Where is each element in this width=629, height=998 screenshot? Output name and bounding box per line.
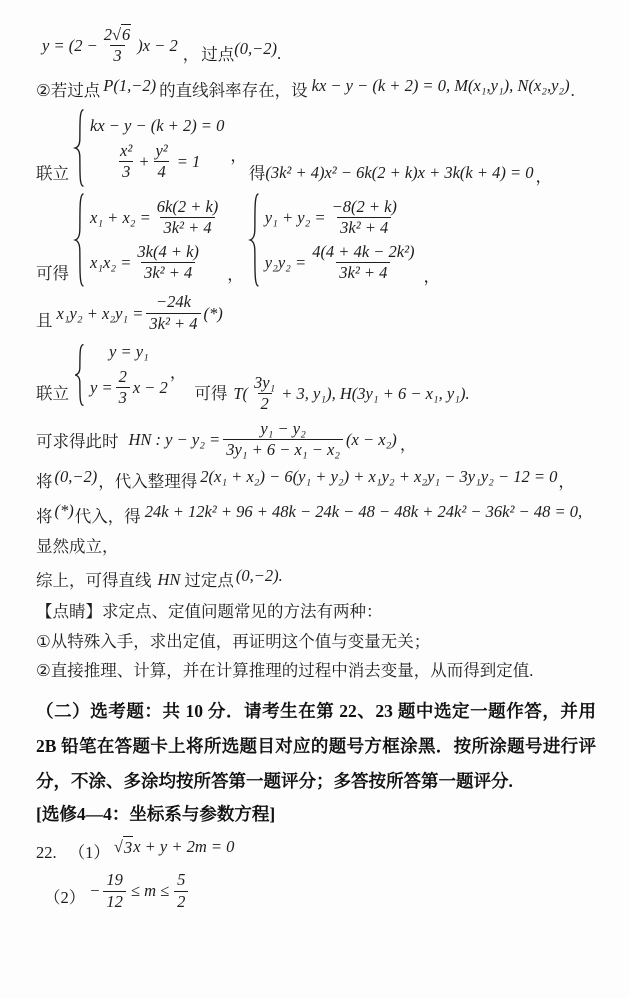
equation-lhs: x₁x₂ = <box>90 253 132 273</box>
quadratic-in-x-equation: (3k² + 4)x² − 6k(2 + k)x + 3k(k + 4) = 0 <box>265 162 534 182</box>
left-brace-icon <box>248 193 260 287</box>
point-t-open: T( <box>233 384 248 403</box>
system-rows <box>90 115 224 181</box>
equation-lhs: x₁y₂ + x₂y₁ = <box>56 303 144 323</box>
method2-line <box>36 660 603 681</box>
equation-lhs: HN : y − y₂ = <box>128 429 221 449</box>
fraction <box>152 142 170 182</box>
fraction-denominator: 3y₁ + 6 − x₁ − x₂ <box>223 439 343 459</box>
part2-answer-inequality <box>89 871 191 911</box>
slope-exists-text: 的直线斜率存在，设 <box>159 80 308 100</box>
cross-sum-equation <box>57 293 223 333</box>
equation-lhs: y = <box>90 378 113 397</box>
fraction-numerator: 6k(2 + k) <box>156 196 219 216</box>
comma: ， <box>227 264 244 284</box>
fixed-point-value: (0,−2) <box>234 38 277 58</box>
left-brace-icon <box>73 344 85 406</box>
point-value: (0,−2) <box>54 466 98 486</box>
system-row-ellipse-equation <box>114 142 200 182</box>
obviously-holds-text: 显然成立， <box>36 536 119 556</box>
fraction-numerator: −24k <box>155 292 191 312</box>
question-number: 22. <box>36 842 57 862</box>
case2-setup-line <box>36 75 603 101</box>
jiang-label: 将 <box>36 471 53 491</box>
equation-rhs: (x − x₂) <box>346 429 397 449</box>
equation-lhs: x₁ + x₂ = <box>90 208 151 228</box>
fraction-numerator: 19 <box>106 870 123 890</box>
comma: ， <box>169 362 187 382</box>
equation-lhs: y₂y₂ = <box>264 253 307 273</box>
radicand: 3 <box>123 837 133 857</box>
system-substitution-line <box>36 109 603 187</box>
hn-line-equation-line <box>36 418 603 460</box>
comma: ， <box>535 166 553 186</box>
fraction-numerator: y₁ − y₂ <box>260 418 306 438</box>
fraction <box>154 198 222 238</box>
kede-label: 可得 <box>36 263 69 283</box>
fraction-denominator: 4 <box>154 161 168 181</box>
elective-instructions-text: （二）选考题：共 10 分．请考生在第 22、23 题中选定一题作答，并用 2B 铅笔在答题卡上将所选题目对应的题号方框涂黑．按所涂题号进行评分，不涂、多涂均按所答第一题评分；多答按所答第一题评分. <box>36 700 596 791</box>
radicand: 6 <box>122 25 131 44</box>
method2-text: ②直接推理、计算，并在计算推理的过程中消去变量，从而得到定值. <box>36 661 534 681</box>
left-brace-icon <box>73 109 85 187</box>
conclusion-line <box>36 565 603 591</box>
fraction-numerator <box>101 26 135 45</box>
elective-4-4-heading-text: [选修4—4：坐标系与参数方程] <box>36 803 276 824</box>
y-sum-equation <box>265 198 403 238</box>
equation-rhs: x − 2 <box>132 378 168 397</box>
fraction <box>223 420 343 460</box>
radical-coefficient: 2√ <box>103 25 122 44</box>
equation-system <box>73 109 224 187</box>
comma: ， <box>399 435 417 455</box>
substitute-text: ，代入整理得 <box>98 471 198 491</box>
fraction <box>309 243 417 283</box>
part1-label: （1） <box>68 842 110 862</box>
x-sum-equation <box>90 198 224 238</box>
system-rows <box>265 198 421 283</box>
y-sums-system <box>248 193 421 287</box>
conclusion-intro-text: 综上，可得直线 <box>36 570 152 590</box>
fixed-point-value: (0,−2). <box>235 565 283 585</box>
method1-line <box>36 631 603 652</box>
fraction-denominator: 3k² + 4 <box>146 313 200 333</box>
verification-equation: 24k + 12k² + 96 + 48k − 24k − 48 − 48k + 24k² − 36k² − 48 = 0, <box>144 502 583 522</box>
fraction <box>146 293 200 333</box>
substitute-text: 代入，得 <box>74 507 141 527</box>
system-row-line-equation: kx − y − (k + 2) = 0 <box>90 116 225 136</box>
lianli-label: 联立 <box>36 384 69 404</box>
fraction-denominator: 3k² + 4 <box>336 262 390 282</box>
comma: ， <box>423 266 441 286</box>
fraction <box>251 374 278 414</box>
q22-part1-line <box>36 836 603 865</box>
kede-label: 可得 <box>194 384 228 404</box>
fraction-denominator: 3k² + 4 <box>141 262 195 282</box>
remark-heading-text: 【点睛】求定点、定值问题常见的方法有两种： <box>36 602 383 622</box>
elective-4-4-heading <box>36 801 603 826</box>
fraction-numerator: 2 <box>118 366 127 386</box>
passes-through-label: 过点 <box>201 44 235 64</box>
substitute-point-line <box>36 466 603 492</box>
fraction-numerator: y² <box>155 140 168 160</box>
tangent-line-result-line <box>42 26 603 66</box>
slope-line-equation <box>42 26 178 66</box>
qie-label: 且 <box>36 310 53 330</box>
method1-text: ①从特殊入手，求出定值，再证明这个值与变量无关； <box>36 631 431 651</box>
fraction <box>174 871 188 911</box>
comma: ， <box>230 145 247 165</box>
t-h-points-line <box>36 341 603 414</box>
comma: ， <box>182 44 200 64</box>
line-and-points-equation: kx − y − (k + 2) = 0, M(x₁,y₁), N(x₂,y₂) <box>311 75 570 95</box>
period: . <box>570 80 575 100</box>
fraction-denominator: 2 <box>258 393 272 413</box>
lianli-label: 联立 <box>36 163 69 183</box>
fraction <box>101 26 135 66</box>
system-rows <box>90 341 168 407</box>
line-mn-equation <box>90 368 168 408</box>
inequality-middle: ≤ m ≤ <box>130 881 170 901</box>
star-marker: (*) <box>54 501 74 521</box>
hn-label: HN <box>157 569 181 589</box>
fraction <box>117 142 135 182</box>
radical-sign: √ <box>113 837 123 857</box>
fraction-numerator: 3y₁ <box>253 372 276 392</box>
fraction <box>134 243 202 283</box>
part2-label: （2） <box>44 887 86 907</box>
fraction <box>116 368 130 408</box>
fraction-denominator: 3 <box>119 161 133 181</box>
obviously-holds-line <box>36 536 603 557</box>
equals-one: = 1 <box>176 151 201 171</box>
fraction-denominator: 3 <box>110 45 124 65</box>
equation-left: y = (2 − <box>42 36 98 56</box>
fraction <box>329 198 400 238</box>
equation-lhs: y₁ + y₂ = <box>264 208 326 228</box>
fixed-point-text: 过定点 <box>184 570 234 590</box>
fraction-denominator: 3 <box>116 387 130 407</box>
keqiude-label: 可求得此时 <box>36 432 119 452</box>
star-marker: (*) <box>203 303 223 323</box>
hn-line-equation <box>129 420 397 460</box>
plus-operator: + <box>138 151 150 171</box>
cross-product-sum-line <box>36 293 603 333</box>
fraction-numerator: 4(4 + 4k − 2k²) <box>312 241 415 261</box>
comma: ， <box>558 471 575 491</box>
system-rows <box>90 198 224 283</box>
y-equals-y1-equation: y = y₁ <box>109 342 149 362</box>
fraction-numerator: x² <box>120 140 133 160</box>
part1-answer-equation <box>114 836 235 858</box>
case2-intro-text: ②若过点 <box>36 80 101 100</box>
fraction-denominator: 12 <box>103 891 126 911</box>
de-label: 得 <box>248 163 266 183</box>
t-h-points-rest: + 3, y₁), H(3y₁ + 6 − x₁, y₁). <box>281 384 470 403</box>
fraction-denominator: 3k² + 4 <box>160 217 214 237</box>
fraction-numerator: 5 <box>177 870 186 890</box>
y-product-equation <box>265 243 421 283</box>
fraction-numerator: 3k(4 + k) <box>137 241 199 261</box>
vieta-sums-line <box>36 193 603 287</box>
line-system <box>73 341 168 407</box>
period: . <box>276 43 282 63</box>
fraction <box>103 871 126 911</box>
minus-sign: − <box>89 881 101 901</box>
x-sums-system <box>73 193 224 287</box>
x-product-equation <box>90 243 205 283</box>
t-h-points-expression <box>233 374 469 414</box>
expanded-relation-equation: 2(x₁ + x₂) − 6(y₁ + y₂) + x₁y₂ + x₂y₁ − 3y₁y₂ − 12 = 0 <box>200 466 558 486</box>
substitute-star-line <box>36 500 603 527</box>
fraction-denominator: 3k² + 4 <box>337 217 391 237</box>
remark-heading-line <box>36 601 603 622</box>
jiang-label: 将 <box>36 507 53 527</box>
equation-rest: x + y + 2m = 0 <box>133 837 235 857</box>
fraction-numerator: −8(2 + k) <box>331 196 397 216</box>
point-p-value: P(1,−2) <box>103 75 157 95</box>
left-brace-icon <box>73 193 85 287</box>
q22-part2-line <box>44 871 603 911</box>
equation-right: )x − 2 <box>137 36 178 56</box>
fraction-denominator: 2 <box>174 891 188 911</box>
elective-instructions-paragraph <box>36 694 596 799</box>
